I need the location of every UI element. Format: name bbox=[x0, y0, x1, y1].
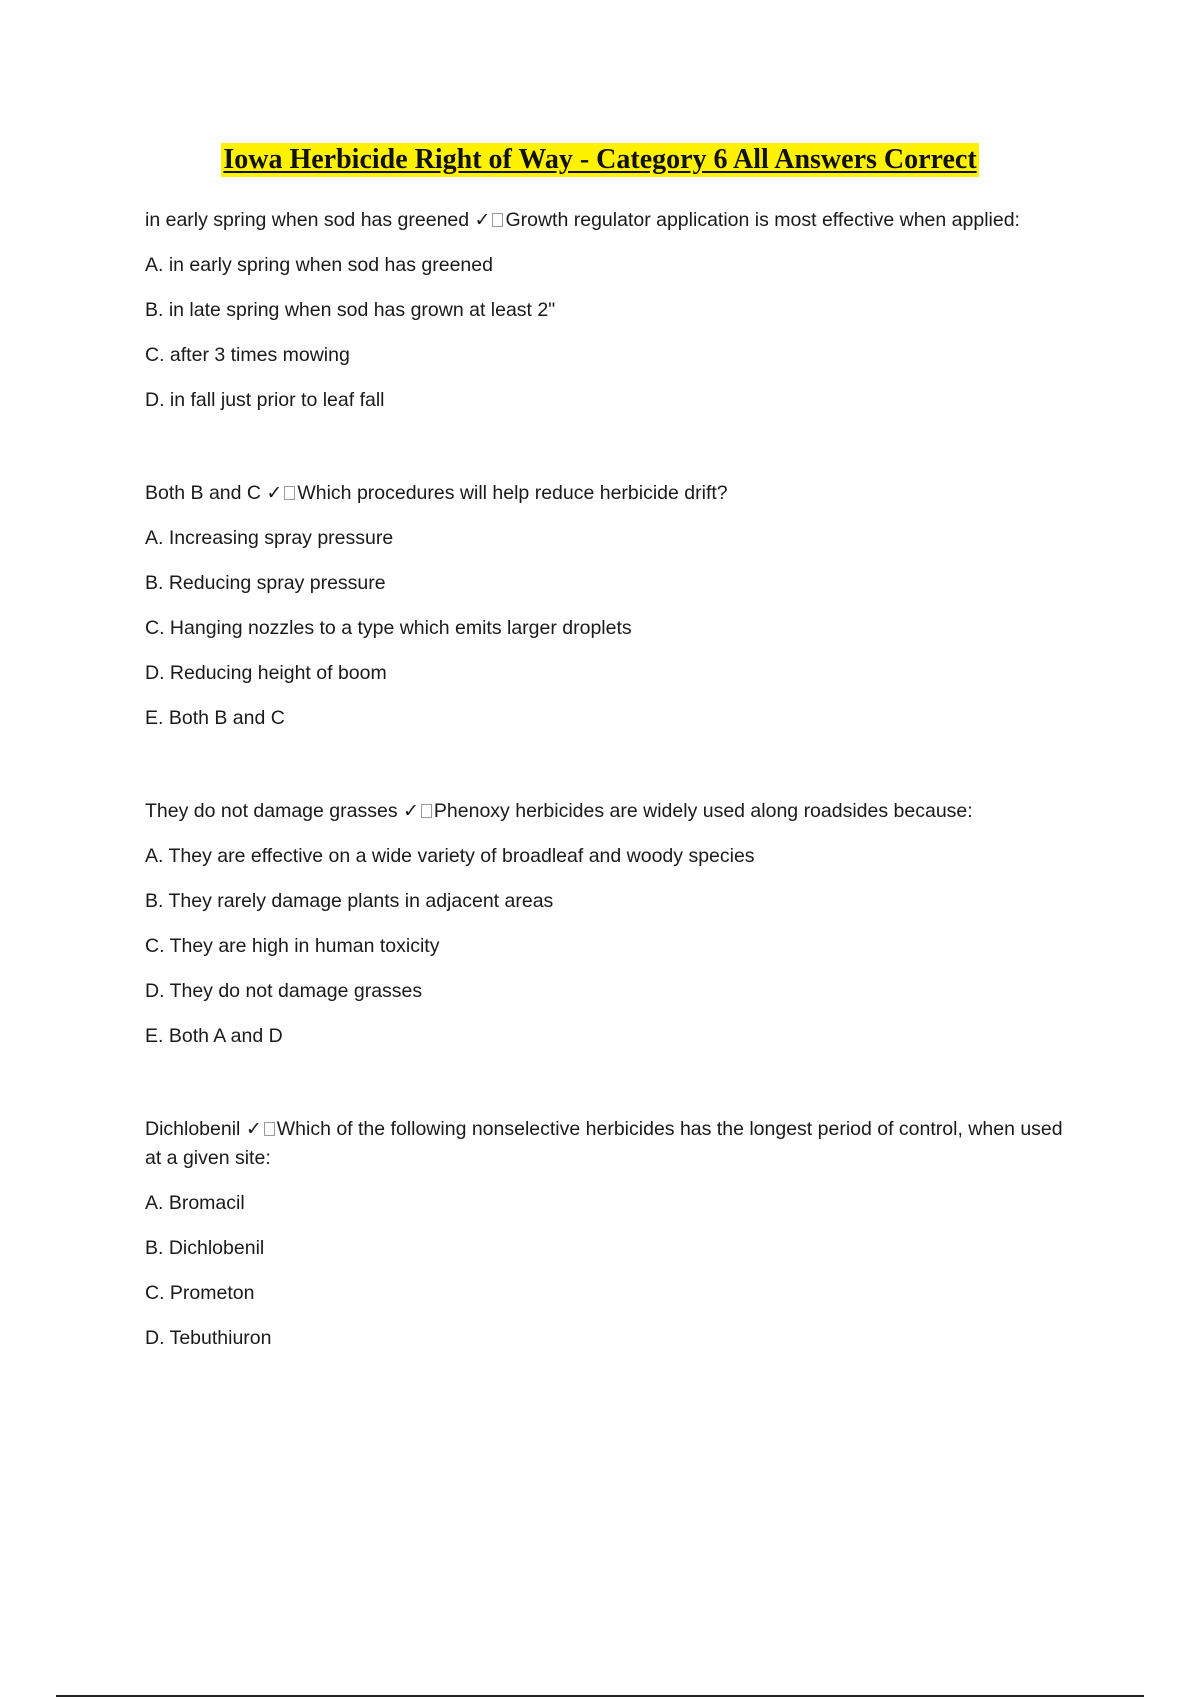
question-prompt: Which procedures will help reduce herbicide drift? bbox=[297, 482, 728, 504]
title-container bbox=[0, 143, 1200, 177]
option-d: D. in fall just prior to leaf fall bbox=[145, 389, 385, 411]
option-e: E. Both A and D bbox=[145, 1025, 283, 1047]
option-d: D. They do not damage grasses bbox=[145, 980, 423, 1002]
checkmark-icon: ✓ bbox=[245, 1118, 262, 1140]
option-c: C. Hanging nozzles to a type which emits larger droplets bbox=[145, 617, 632, 639]
missing-glyph-icon bbox=[421, 804, 432, 818]
option-c: C. They are high in human toxicity bbox=[145, 935, 440, 957]
option-d: D. Reducing height of boom bbox=[145, 662, 387, 684]
question-3 bbox=[145, 797, 1070, 1051]
footer-divider bbox=[56, 1695, 1144, 1697]
question-header bbox=[145, 1115, 1070, 1173]
question-list bbox=[145, 206, 1070, 1369]
checkmark-icon: ✓ bbox=[474, 209, 491, 231]
missing-glyph-icon bbox=[492, 213, 503, 227]
question-1 bbox=[145, 206, 1070, 415]
option-a: A. Increasing spray pressure bbox=[145, 527, 394, 549]
option-a: A. in early spring when sod has greened bbox=[145, 254, 493, 276]
option-a: A. Bromacil bbox=[145, 1192, 245, 1214]
answer-text: They do not damage grasses bbox=[145, 800, 398, 822]
answer-text: Both B and C bbox=[145, 482, 261, 504]
question-2 bbox=[145, 479, 1070, 733]
option-c: C. Prometon bbox=[145, 1282, 255, 1304]
option-e: E. Both B and C bbox=[145, 707, 285, 729]
option-c: C. after 3 times mowing bbox=[145, 344, 350, 366]
question-prompt: Phenoxy herbicides are widely used along roadsides because: bbox=[433, 800, 973, 822]
document-title: Iowa Herbicide Right of Way - Category 6 All Answers Correct bbox=[223, 144, 977, 175]
question-header bbox=[145, 479, 1070, 508]
question-prompt: Growth regulator application is most effective when applied: bbox=[505, 209, 1020, 231]
option-b: B. They rarely damage plants in adjacent areas bbox=[145, 890, 554, 912]
answer-text: Dichlobenil bbox=[145, 1118, 241, 1140]
missing-glyph-icon bbox=[264, 1122, 275, 1136]
option-d: D. Tebuthiuron bbox=[145, 1327, 272, 1349]
question-prompt: Which of the following nonselective herbicides has the longest period of control, when used at a given site: bbox=[145, 1118, 1063, 1169]
question-header bbox=[145, 797, 1070, 826]
question-header bbox=[145, 206, 1070, 235]
question-spacer bbox=[145, 749, 1070, 797]
option-a: A. They are effective on a wide variety of broadleaf and woody species bbox=[145, 845, 755, 867]
checkmark-icon: ✓ bbox=[266, 482, 283, 504]
answer-text: in early spring when sod has greened bbox=[145, 209, 470, 231]
option-b: B. in late spring when sod has grown at least 2" bbox=[145, 299, 556, 321]
question-spacer bbox=[145, 431, 1070, 479]
option-b: B. Reducing spray pressure bbox=[145, 572, 386, 594]
option-b: B. Dichlobenil bbox=[145, 1237, 265, 1259]
checkmark-icon: ✓ bbox=[403, 800, 419, 822]
question-spacer bbox=[145, 1067, 1070, 1115]
question-4 bbox=[145, 1115, 1070, 1353]
missing-glyph-icon bbox=[284, 486, 295, 500]
